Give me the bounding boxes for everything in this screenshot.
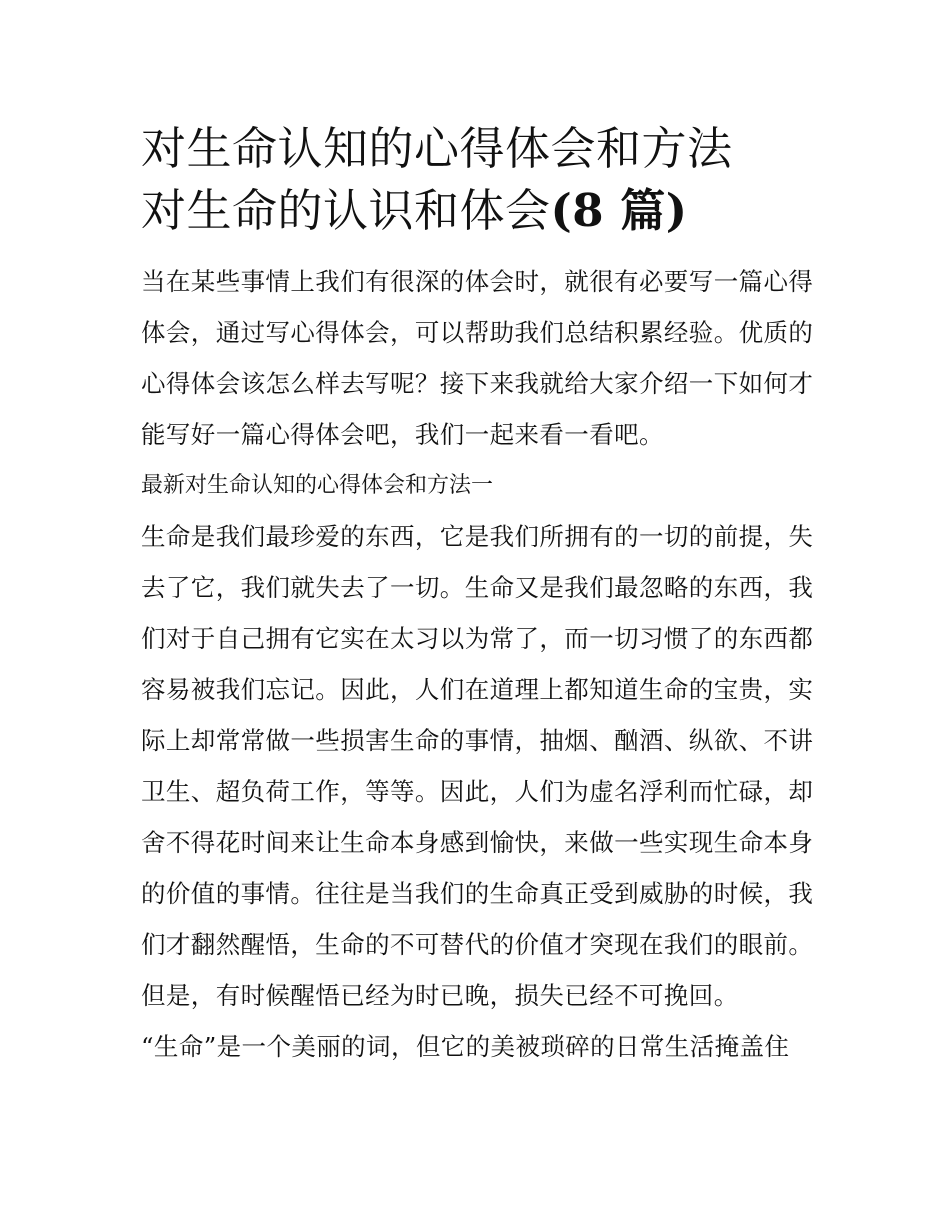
- quote-paragraph: [141, 1021, 813, 1072]
- intro-line: 能写好一篇心得体会吧，我们一起来看一看吧。: [141, 420, 664, 449]
- body-line: 际上却常常做一些损害生命的事情，抽烟、酗酒、纵欲、不讲: [141, 726, 814, 755]
- body-line: 卫生、超负荷工作，等等。因此，人们为虚名浮利而忙碌，却: [141, 777, 814, 806]
- title-line-2: [141, 180, 813, 242]
- quote-line: “生命”是一个美丽的词，但它的美被琐碎的日常生活掩盖住: [141, 1032, 790, 1061]
- body-line: 生命是我们最珍爱的东西，它是我们所拥有的一切的前提，失: [141, 522, 814, 551]
- intro-paragraph: [141, 256, 813, 460]
- title-line-1: 对生命认知的心得体会和方法: [141, 122, 733, 175]
- document-page: [141, 118, 813, 1072]
- body-line: 们才翻然醒悟，生命的不可替代的价值才突现在我们的眼前。: [141, 930, 814, 959]
- body-line: 去了它，我们就失去了一切。生命又是我们最忽略的东西，我: [141, 573, 814, 602]
- body-line: 的价值的事情。往往是当我们的生命真正受到威胁的时候，我: [141, 879, 814, 908]
- intro-line: 心得体会该怎么样去写呢？接下来我就给大家介绍一下如何才: [141, 369, 814, 398]
- body-line: 舍不得花时间来让生命本身感到愉快，来做一些实现生命本身: [141, 828, 814, 857]
- title-line-2-text: 对生命的认识和体会: [141, 184, 551, 237]
- document-title: [141, 118, 813, 242]
- body-line: 们对于自己拥有它实在太习以为常了，而一切习惯了的东西都: [141, 624, 814, 653]
- section-heading: 最新对生命认知的心得体会和方法一: [141, 473, 494, 498]
- body-line: 容易被我们忘记。因此，人们在道理上都知道生命的宝贵，实: [141, 675, 814, 704]
- intro-line: 体会，通过写心得体会，可以帮助我们总结积累经验。优质的: [141, 318, 814, 347]
- intro-line: 当在某些事情上我们有很深的体会时，就很有必要写一篇心得: [141, 267, 814, 296]
- body-line: 但是，有时候醒悟已经为时已晚，损失已经不可挽回。: [141, 981, 739, 1010]
- body-paragraph: [141, 511, 813, 1021]
- title-count: (8 篇): [550, 184, 688, 237]
